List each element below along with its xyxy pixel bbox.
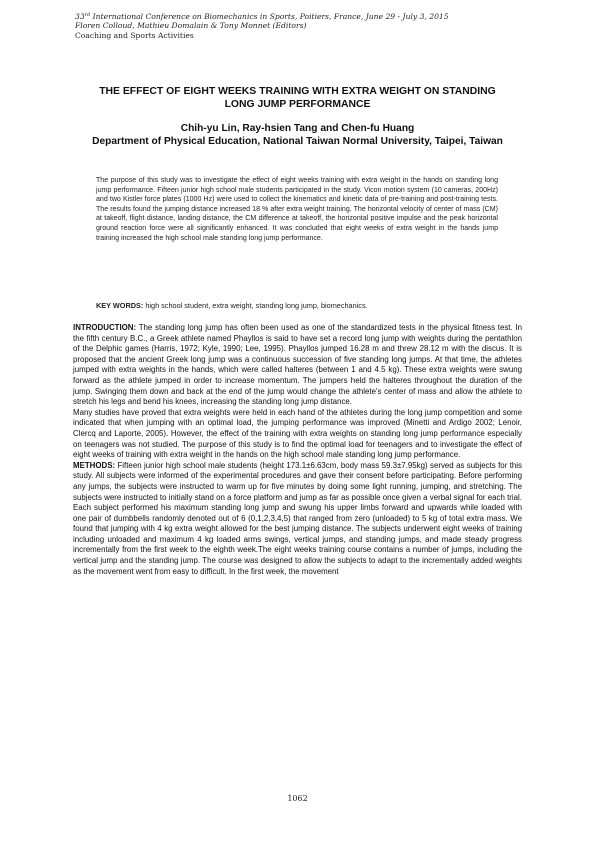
conference-ordinal: rd	[84, 12, 91, 18]
methods-text: Fifteen junior high school male students (height 173.1±6.63cm, body mass 59.3±7.95kg) served as subjects for this study. All subjects were informed of the experimental procedures and gave their consent before participating. Before performing any jumps, the subjects were instructed to warm up for five minutes by doing some light running, jumping, and stretching. The subjects were instructed to initially stand on a force platform and jump as far as possible once given a verbal signal for each trial. Each subject performed his maximum standing long jump and swung his upper limbs forward and upwards while loaded with one pair of dumbbells randomly denoted out of 6 (0,1,2,3,4,5) that ranged from zero (unloaded) to 5 kg of total extra mass. We found that jumping with 4 kg extra weight allowed for the best jumping distance. The subjects underwent eight weeks of training including unloaded and maximum 4 kg loaded arms swings, vertical jumps, and standing jumps, and made steady progress incrementally from the first week to the eighth week.The eight weeks training course contains a number of jumps, including the vertical jump and the standing jump. The course was designed to allow the subjects to adapt to the incrementally added weights as the movement went from easy to difficult. In the first week, the movement	[73, 460, 522, 576]
body-text	[73, 323, 522, 577]
abstract: The purpose of this study was to investigate the effect of eight weeks training with extra weight in the hands on standing long jump performance. Fifteen junior high school male students participated in the study. Vicon motion system (10 cameras, 200Hz) and two Kistler force plates (1000 Hz) were used to collect the kinematics and kinetic data of pre-training and post-training tests. The results found the jumping distance increased 18 % after extra weight training. The horizontal velocity of center of mass (CM) at takeoff, flight distance, landing distance, the CM difference at takeoff, the horizontal positive impulse and the peak horizontal ground reaction force were all significantly enhanced. It was concluded that eight weeks of extra weight in the hands jump training increased the high school male standing long jump performance.	[96, 177, 498, 242]
keywords	[96, 301, 506, 311]
introduction-text: The standing long jump has often been used as one of the standardized tests in the physical fitness test. In the fifth century B.C., a Greek athlete named Phayllos is said to have set a record long jump with weights during the pentathlon of the Delphic games (Harris, 1972; Kyle, 1990; Lee, 1995). Phayllos jumped 16.28 m and threw 28.12 m with the discus. It is proposed that the ancient Greek long jump was a continuous succession of five standing long jumps. At that time, the athletes jumped with extra weights in the hands, which were called halteres (between 1 and 4.5 kg). These extra weights were swung forward as the athlete jumped in order to increase momentum. The jumpers held the halteres throughout the duration of the jump. Swinging them down and back at the end of the jump would change the athlete's center of mass and allow the athlete to stretch his legs and bend his knees, increasing the standing long jump distance.	[73, 323, 522, 407]
introduction-paragraph-2: Many studies have proved that extra weights were held in each hand of the athletes during the long jump competition and some indicated that when jumping with an optimal load, the jumping performance was improved (Minetti and Ardigo 2002; Lenoir, Clercq and Laporte, 2005). However, the effect of the training with extra weights on standing long jump performance especially on teenagers was not studied. The purpose of this study is to find the optimal load for teenagers and to investigate the effect of eight weeks of training with extra weight in the hands on the high school male standing long jump performance.	[73, 407, 522, 460]
conference-line	[75, 12, 535, 21]
section-line: Coaching and Sports Activities	[75, 30, 194, 40]
page-number: 1062	[287, 794, 308, 803]
author-affiliation: Department of Physical Education, National Taiwan Normal University, Taipei, Taiwan	[92, 136, 503, 148]
author-names: Chih-yu Lin, Ray-hsien Tang and Chen-fu Huang	[180, 123, 415, 134]
keywords-text: high school student, extra weight, standing long jump, biomechanics.	[143, 301, 368, 310]
methods-heading: METHODS:	[73, 460, 116, 470]
paper-title: THE EFFECT OF EIGHT WEEKS TRAINING WITH EXTRA WEIGHT ON STANDING LONG JUMP PERFORMANCE	[99, 86, 496, 110]
editors-line: Floren Colloud, Mathieu Domalain & Tony Monnet (Editors)	[75, 21, 307, 31]
keywords-label: KEY WORDS:	[96, 301, 144, 310]
conference-number: 33	[75, 12, 85, 21]
running-header	[75, 12, 535, 40]
author-block	[70, 122, 525, 148]
methods-paragraph	[73, 461, 522, 578]
introduction-paragraph	[73, 323, 522, 408]
conference-text: International Conference on Biomechanics in Sports, Poitiers, France, June 29 - July 3, 2015	[90, 12, 449, 21]
introduction-heading: INTRODUCTION:	[73, 323, 137, 332]
